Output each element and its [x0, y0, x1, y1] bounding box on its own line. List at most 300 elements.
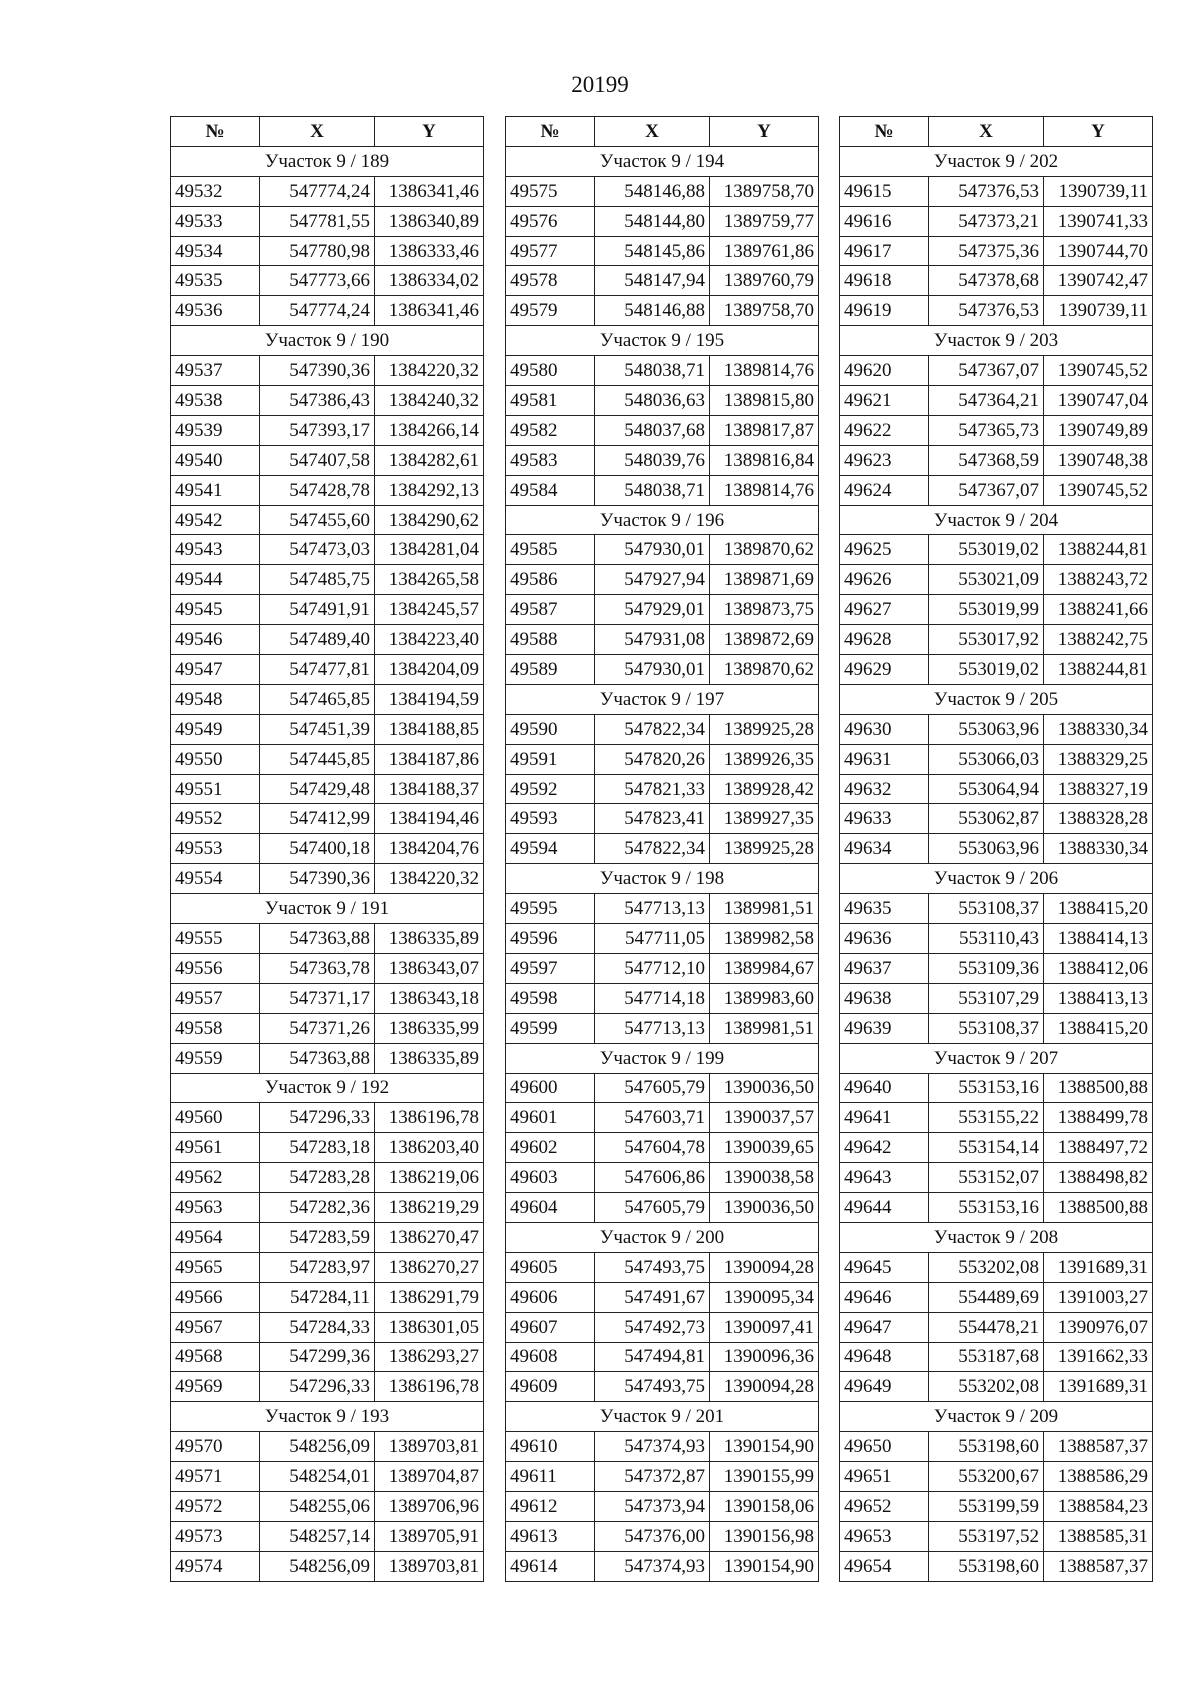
y-coordinate: 1386219,29 [375, 1193, 484, 1223]
table-row [506, 176, 819, 206]
y-coordinate: 1389814,76 [710, 356, 819, 386]
section-title: Участок 9 / 203 [840, 326, 1153, 356]
table-row [840, 1432, 1153, 1462]
table-row [506, 445, 819, 475]
table-row [171, 804, 484, 834]
point-number: 49603 [506, 1163, 595, 1193]
x-coordinate: 547363,88 [260, 924, 375, 954]
point-number: 49625 [840, 535, 929, 565]
x-coordinate: 547930,01 [595, 655, 710, 685]
x-coordinate: 547374,93 [595, 1432, 710, 1462]
table-row [506, 834, 819, 864]
x-coordinate: 547372,87 [595, 1462, 710, 1492]
section-title: Участок 9 / 196 [506, 505, 819, 535]
y-coordinate: 1386293,27 [375, 1342, 484, 1372]
section-title: Участок 9 / 209 [840, 1402, 1153, 1432]
point-number: 49564 [171, 1222, 260, 1252]
y-coordinate: 1388329,25 [1044, 744, 1153, 774]
x-coordinate: 547477,81 [260, 655, 375, 685]
point-number: 49561 [171, 1133, 260, 1163]
section-title: Участок 9 / 195 [506, 326, 819, 356]
x-coordinate: 553108,37 [929, 894, 1044, 924]
point-number: 49604 [506, 1193, 595, 1223]
x-coordinate: 547473,03 [260, 535, 375, 565]
x-coordinate: 553110,43 [929, 924, 1044, 954]
header-x: X [929, 117, 1044, 147]
point-number: 49629 [840, 655, 929, 685]
section-header-row [840, 1043, 1153, 1073]
x-coordinate: 547390,36 [260, 356, 375, 386]
table-row [506, 1133, 819, 1163]
table-row [506, 1163, 819, 1193]
x-coordinate: 547284,11 [260, 1282, 375, 1312]
point-number: 49642 [840, 1133, 929, 1163]
section-header-row [506, 1222, 819, 1252]
x-coordinate: 547400,18 [260, 834, 375, 864]
x-coordinate: 553154,14 [929, 1133, 1044, 1163]
point-number: 49566 [171, 1282, 260, 1312]
y-coordinate: 1386301,05 [375, 1312, 484, 1342]
table-row [171, 1342, 484, 1372]
y-coordinate: 1390154,90 [710, 1432, 819, 1462]
table-row [840, 595, 1153, 625]
x-coordinate: 547491,67 [595, 1282, 710, 1312]
x-coordinate: 548038,71 [595, 475, 710, 505]
x-coordinate: 547390,36 [260, 864, 375, 894]
x-coordinate: 547363,78 [260, 953, 375, 983]
section-title: Участок 9 / 199 [506, 1043, 819, 1073]
table-row [506, 1073, 819, 1103]
point-number: 49648 [840, 1342, 929, 1372]
x-coordinate: 547282,36 [260, 1193, 375, 1223]
section-title: Участок 9 / 208 [840, 1222, 1153, 1252]
table-row [840, 1462, 1153, 1492]
point-number: 49620 [840, 356, 929, 386]
x-coordinate: 553200,67 [929, 1462, 1044, 1492]
x-coordinate: 548146,88 [595, 296, 710, 326]
y-coordinate: 1389704,87 [375, 1462, 484, 1492]
x-coordinate: 553019,02 [929, 655, 1044, 685]
x-coordinate: 547371,17 [260, 983, 375, 1013]
table-row [840, 804, 1153, 834]
section-header-row [840, 864, 1153, 894]
y-coordinate: 1388243,72 [1044, 565, 1153, 595]
table-row [171, 475, 484, 505]
table-row [171, 1133, 484, 1163]
table-row [840, 1133, 1153, 1163]
x-coordinate: 547931,08 [595, 625, 710, 655]
table-row [506, 1491, 819, 1521]
x-coordinate: 547407,58 [260, 445, 375, 475]
table-row [840, 356, 1153, 386]
table-row [171, 684, 484, 714]
table-row [840, 1282, 1153, 1312]
x-coordinate: 553202,08 [929, 1252, 1044, 1282]
point-number: 49544 [171, 565, 260, 595]
point-number: 49639 [840, 1013, 929, 1043]
table-row [840, 1163, 1153, 1193]
y-coordinate: 1390036,50 [710, 1193, 819, 1223]
y-coordinate: 1390155,99 [710, 1462, 819, 1492]
y-coordinate: 1386335,89 [375, 1043, 484, 1073]
table-row [171, 1013, 484, 1043]
point-number: 49551 [171, 774, 260, 804]
section-title: Участок 9 / 190 [171, 326, 484, 356]
y-coordinate: 1390745,52 [1044, 356, 1153, 386]
point-number: 49589 [506, 655, 595, 685]
y-coordinate: 1388586,29 [1044, 1462, 1153, 1492]
x-coordinate: 547371,26 [260, 1013, 375, 1043]
y-coordinate: 1388241,66 [1044, 595, 1153, 625]
x-coordinate: 547373,21 [929, 206, 1044, 236]
y-coordinate: 1384188,37 [375, 774, 484, 804]
x-coordinate: 547822,34 [595, 714, 710, 744]
x-coordinate: 548256,09 [260, 1551, 375, 1581]
table-row [506, 714, 819, 744]
point-number: 49638 [840, 983, 929, 1013]
point-number: 49573 [171, 1521, 260, 1551]
x-coordinate: 547284,33 [260, 1312, 375, 1342]
y-coordinate: 1388499,78 [1044, 1103, 1153, 1133]
point-number: 49653 [840, 1521, 929, 1551]
table-header-row [506, 117, 819, 147]
section-header-row [506, 146, 819, 176]
table-row [506, 1252, 819, 1282]
x-coordinate: 547283,28 [260, 1163, 375, 1193]
header-y: Y [710, 117, 819, 147]
y-coordinate: 1386341,46 [375, 296, 484, 326]
section-header-row [171, 146, 484, 176]
x-coordinate: 553152,07 [929, 1163, 1044, 1193]
y-coordinate: 1388415,20 [1044, 894, 1153, 924]
point-number: 49588 [506, 625, 595, 655]
section-title: Участок 9 / 189 [171, 146, 484, 176]
x-coordinate: 553107,29 [929, 983, 1044, 1013]
y-coordinate: 1389984,67 [710, 953, 819, 983]
point-number: 49572 [171, 1491, 260, 1521]
table-row [171, 176, 484, 206]
y-coordinate: 1389759,77 [710, 206, 819, 236]
y-coordinate: 1386343,18 [375, 983, 484, 1013]
x-coordinate: 547820,26 [595, 744, 710, 774]
table-row [506, 296, 819, 326]
point-number: 49560 [171, 1103, 260, 1133]
point-number: 49553 [171, 834, 260, 864]
x-coordinate: 547713,13 [595, 894, 710, 924]
y-coordinate: 1389981,51 [710, 894, 819, 924]
table-row [840, 714, 1153, 744]
y-coordinate: 1390749,89 [1044, 415, 1153, 445]
y-coordinate: 1390739,11 [1044, 176, 1153, 206]
x-coordinate: 547603,71 [595, 1103, 710, 1133]
table-row [171, 1103, 484, 1133]
x-coordinate: 547713,13 [595, 1013, 710, 1043]
table-row [506, 983, 819, 1013]
table-row [506, 415, 819, 445]
section-header-row [840, 326, 1153, 356]
section-title: Участок 9 / 194 [506, 146, 819, 176]
x-coordinate: 547451,39 [260, 714, 375, 744]
section-header-row [506, 864, 819, 894]
x-coordinate: 548146,88 [595, 176, 710, 206]
point-number: 49586 [506, 565, 595, 595]
point-number: 49606 [506, 1282, 595, 1312]
header-num: № [171, 117, 260, 147]
table-row [171, 1491, 484, 1521]
y-coordinate: 1391003,27 [1044, 1282, 1153, 1312]
point-number: 49569 [171, 1372, 260, 1402]
coordinate-table-3 [839, 116, 1153, 1582]
y-coordinate: 1389706,96 [375, 1491, 484, 1521]
table-row [506, 1342, 819, 1372]
y-coordinate: 1390158,06 [710, 1491, 819, 1521]
x-coordinate: 547296,33 [260, 1372, 375, 1402]
y-coordinate: 1389817,87 [710, 415, 819, 445]
point-number: 49577 [506, 236, 595, 266]
y-coordinate: 1390039,65 [710, 1133, 819, 1163]
table-row [840, 475, 1153, 505]
table-row [171, 565, 484, 595]
y-coordinate: 1388500,88 [1044, 1193, 1153, 1223]
table-row [171, 206, 484, 236]
point-number: 49532 [171, 176, 260, 206]
y-coordinate: 1390036,50 [710, 1073, 819, 1103]
x-coordinate: 548039,76 [595, 445, 710, 475]
point-number: 49580 [506, 356, 595, 386]
x-coordinate: 547929,01 [595, 595, 710, 625]
y-coordinate: 1384282,61 [375, 445, 484, 475]
point-number: 49545 [171, 595, 260, 625]
x-coordinate: 553198,60 [929, 1551, 1044, 1581]
y-coordinate: 1386196,78 [375, 1103, 484, 1133]
point-number: 49633 [840, 804, 929, 834]
y-coordinate: 1391662,33 [1044, 1342, 1153, 1372]
x-coordinate: 554489,69 [929, 1282, 1044, 1312]
table-row [171, 714, 484, 744]
point-number: 49645 [840, 1252, 929, 1282]
table-row [840, 655, 1153, 685]
y-coordinate: 1389871,69 [710, 565, 819, 595]
y-coordinate: 1388327,19 [1044, 774, 1153, 804]
x-coordinate: 553019,02 [929, 535, 1044, 565]
point-number: 49546 [171, 625, 260, 655]
y-coordinate: 1389758,70 [710, 296, 819, 326]
table-row [506, 595, 819, 625]
y-coordinate: 1386335,99 [375, 1013, 484, 1043]
y-coordinate: 1389927,35 [710, 804, 819, 834]
point-number: 49570 [171, 1432, 260, 1462]
section-header-row [506, 1043, 819, 1073]
point-number: 49583 [506, 445, 595, 475]
section-title: Участок 9 / 197 [506, 684, 819, 714]
y-coordinate: 1388330,34 [1044, 834, 1153, 864]
point-number: 49568 [171, 1342, 260, 1372]
point-number: 49591 [506, 744, 595, 774]
y-coordinate: 1388244,81 [1044, 535, 1153, 565]
point-number: 49575 [506, 176, 595, 206]
point-number: 49582 [506, 415, 595, 445]
x-coordinate: 547428,78 [260, 475, 375, 505]
point-number: 49538 [171, 386, 260, 416]
table-row [506, 625, 819, 655]
point-number: 49646 [840, 1282, 929, 1312]
x-coordinate: 547930,01 [595, 535, 710, 565]
table-row [171, 266, 484, 296]
y-coordinate: 1390741,33 [1044, 206, 1153, 236]
coordinate-table-2 [505, 116, 819, 1582]
y-coordinate: 1389982,58 [710, 924, 819, 954]
table-row [840, 1013, 1153, 1043]
x-coordinate: 548254,01 [260, 1462, 375, 1492]
y-coordinate: 1390748,38 [1044, 445, 1153, 475]
table-row [171, 296, 484, 326]
y-coordinate: 1388328,28 [1044, 804, 1153, 834]
x-coordinate: 547781,55 [260, 206, 375, 236]
section-title: Участок 9 / 204 [840, 505, 1153, 535]
x-coordinate: 547485,75 [260, 565, 375, 595]
x-coordinate: 547822,34 [595, 834, 710, 864]
x-coordinate: 547605,79 [595, 1193, 710, 1223]
table-row [840, 415, 1153, 445]
table-row [171, 595, 484, 625]
y-coordinate: 1384220,32 [375, 356, 484, 386]
table-row [171, 864, 484, 894]
x-coordinate: 547773,66 [260, 266, 375, 296]
x-coordinate: 553153,16 [929, 1193, 1044, 1223]
y-coordinate: 1390745,52 [1044, 475, 1153, 505]
table-row [171, 924, 484, 954]
y-coordinate: 1391689,31 [1044, 1372, 1153, 1402]
table-row [506, 953, 819, 983]
table-row [506, 535, 819, 565]
y-coordinate: 1389814,76 [710, 475, 819, 505]
point-number: 49643 [840, 1163, 929, 1193]
y-coordinate: 1390976,07 [1044, 1312, 1153, 1342]
x-coordinate: 553153,16 [929, 1073, 1044, 1103]
x-coordinate: 547492,73 [595, 1312, 710, 1342]
point-number: 49610 [506, 1432, 595, 1462]
y-coordinate: 1388497,72 [1044, 1133, 1153, 1163]
x-coordinate: 553109,36 [929, 953, 1044, 983]
point-number: 49626 [840, 565, 929, 595]
x-coordinate: 548147,94 [595, 266, 710, 296]
table-row [840, 1193, 1153, 1223]
table-row [506, 1551, 819, 1581]
table-row [506, 1521, 819, 1551]
table-row [840, 774, 1153, 804]
x-coordinate: 547493,75 [595, 1372, 710, 1402]
point-number: 49649 [840, 1372, 929, 1402]
table-header-row [840, 117, 1153, 147]
y-coordinate: 1384204,76 [375, 834, 484, 864]
x-coordinate: 553187,68 [929, 1342, 1044, 1372]
section-header-row [506, 505, 819, 535]
y-coordinate: 1386340,89 [375, 206, 484, 236]
section-title: Участок 9 / 205 [840, 684, 1153, 714]
table-row [171, 1252, 484, 1282]
section-title: Участок 9 / 191 [171, 894, 484, 924]
x-coordinate: 547364,21 [929, 386, 1044, 416]
y-coordinate: 1389703,81 [375, 1432, 484, 1462]
table-row [506, 1462, 819, 1492]
y-coordinate: 1390154,90 [710, 1551, 819, 1581]
section-header-row [171, 326, 484, 356]
table-row [171, 1282, 484, 1312]
x-coordinate: 554478,21 [929, 1312, 1044, 1342]
table-row [840, 1491, 1153, 1521]
point-number: 49587 [506, 595, 595, 625]
point-number: 49557 [171, 983, 260, 1013]
table-row [171, 445, 484, 475]
table-row [840, 953, 1153, 983]
table-row [840, 176, 1153, 206]
table-row [840, 894, 1153, 924]
table-row [840, 1312, 1153, 1342]
table-row [171, 386, 484, 416]
y-coordinate: 1390156,98 [710, 1521, 819, 1551]
y-coordinate: 1390747,04 [1044, 386, 1153, 416]
x-coordinate: 553063,96 [929, 834, 1044, 864]
point-number: 49619 [840, 296, 929, 326]
y-coordinate: 1384292,13 [375, 475, 484, 505]
point-number: 49614 [506, 1551, 595, 1581]
point-number: 49605 [506, 1252, 595, 1282]
table-row [171, 1193, 484, 1223]
point-number: 49550 [171, 744, 260, 774]
table-row [171, 774, 484, 804]
table-row [171, 236, 484, 266]
x-coordinate: 547375,36 [929, 236, 1044, 266]
point-number: 49624 [840, 475, 929, 505]
point-number: 49611 [506, 1462, 595, 1492]
x-coordinate: 547365,73 [929, 415, 1044, 445]
table-row [506, 1013, 819, 1043]
point-number: 49595 [506, 894, 595, 924]
point-number: 49597 [506, 953, 595, 983]
point-number: 49651 [840, 1462, 929, 1492]
x-coordinate: 547378,68 [929, 266, 1044, 296]
y-coordinate: 1386219,06 [375, 1163, 484, 1193]
x-coordinate: 553202,08 [929, 1372, 1044, 1402]
y-coordinate: 1386335,89 [375, 924, 484, 954]
section-header-row [840, 1222, 1153, 1252]
y-coordinate: 1390739,11 [1044, 296, 1153, 326]
table-row [840, 1342, 1153, 1372]
y-coordinate: 1384194,59 [375, 684, 484, 714]
table-row [506, 475, 819, 505]
y-coordinate: 1389925,28 [710, 714, 819, 744]
y-coordinate: 1386343,07 [375, 953, 484, 983]
table-row [171, 1312, 484, 1342]
y-coordinate: 1384245,57 [375, 595, 484, 625]
table-row [840, 924, 1153, 954]
point-number: 49547 [171, 655, 260, 685]
point-number: 49555 [171, 924, 260, 954]
x-coordinate: 547373,94 [595, 1491, 710, 1521]
x-coordinate: 553021,09 [929, 565, 1044, 595]
point-number: 49640 [840, 1073, 929, 1103]
point-number: 49585 [506, 535, 595, 565]
x-coordinate: 547465,85 [260, 684, 375, 714]
point-number: 49535 [171, 266, 260, 296]
table-row [840, 266, 1153, 296]
y-coordinate: 1389815,80 [710, 386, 819, 416]
x-coordinate: 548038,71 [595, 356, 710, 386]
y-coordinate: 1388585,31 [1044, 1521, 1153, 1551]
header-num: № [840, 117, 929, 147]
point-number: 49579 [506, 296, 595, 326]
y-coordinate: 1390038,58 [710, 1163, 819, 1193]
